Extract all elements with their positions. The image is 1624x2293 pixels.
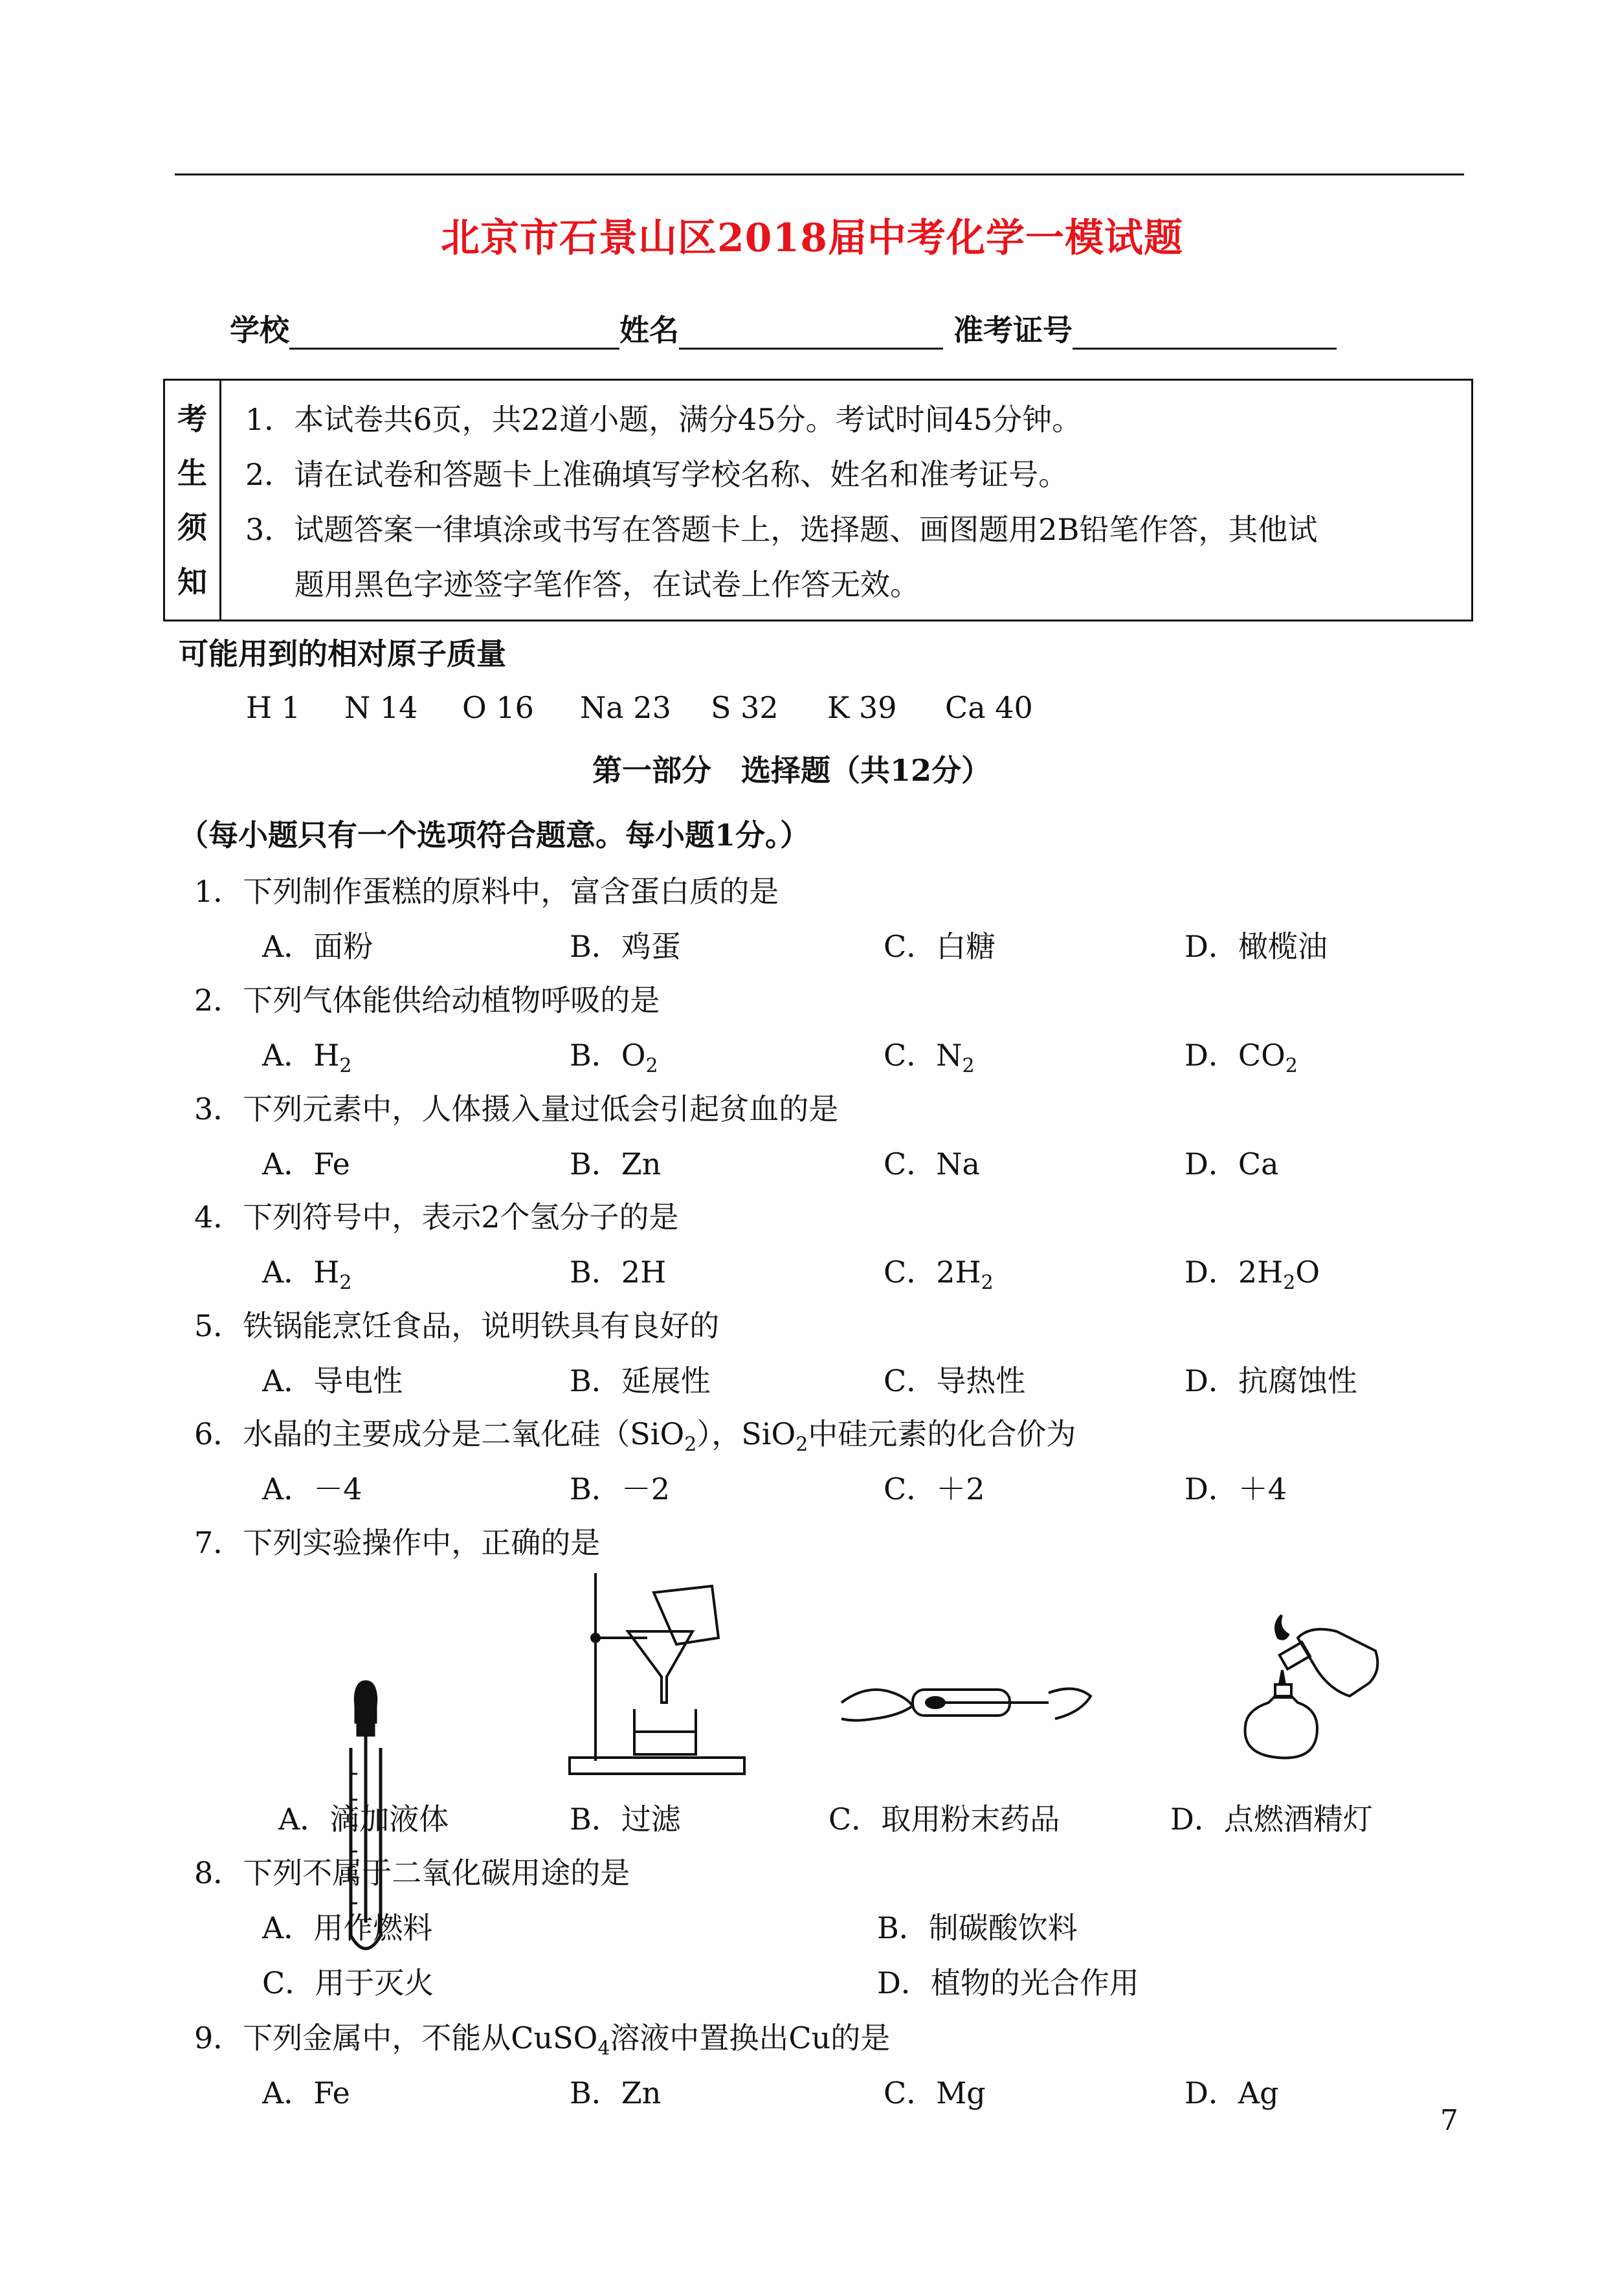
q1-option-a[interactable]: A．面粉	[262, 929, 373, 964]
q2-option-c[interactable]: C．$N_2$	[884, 1038, 975, 1077]
notice-item-1: 1．本试卷共6页，共22道小题，满分45分。考试时间45分钟。	[245, 402, 1082, 437]
q2-option-b[interactable]: B．$O_2$	[570, 1038, 658, 1077]
q5-option-b[interactable]: B．延展性	[570, 1363, 711, 1398]
q7-stem: 7．下列实验操作中，正确的是	[194, 1525, 601, 1560]
atomic-mass-s: S 32	[711, 690, 779, 725]
atomic-mass-k: K 39	[827, 690, 897, 725]
q9-option-c[interactable]: C．Mg	[884, 2075, 986, 2110]
q1-option-b[interactable]: B．鸡蛋	[570, 929, 681, 964]
q2-option-a[interactable]: A．$H_2$	[262, 1038, 352, 1077]
q8-option-d[interactable]: D．植物的光合作用	[877, 1965, 1139, 2000]
exam-id-blank[interactable]	[1073, 314, 1337, 350]
q1-option-d[interactable]: D．橄榄油	[1185, 929, 1328, 964]
page-title: 北京市石景山区2018届中考化学一模试题	[441, 216, 1183, 261]
q3-stem: 3．下列元素中，人体摄入量过低会引起贫血的是	[194, 1091, 839, 1126]
q6-stem: 6．水晶的主要成分是二氧化硅（SiO$_2$），SiO$_2$中硅元素的化合价为	[194, 1416, 1076, 1456]
notice-item-3: 3．试题答案一律填涂或书写在答题卡上，选择题、画图题用2B铅笔作答，其他试	[245, 512, 1318, 547]
notice-side-label: 考 生 须 知	[165, 381, 221, 620]
school-label: 学校	[230, 313, 289, 348]
filtration-illustration	[563, 1567, 757, 1780]
q7-option-b[interactable]: B．过滤	[570, 1802, 681, 1837]
q8-option-b[interactable]: B．制碳酸饮料	[877, 1910, 1078, 1945]
name-label: 姓名	[619, 313, 679, 348]
q4-option-b[interactable]: B．2H	[570, 1255, 667, 1290]
name-blank[interactable]	[679, 314, 943, 350]
notice-item-2: 2．请在试卷和答题卡上准确填写学校名称、姓名和准考证号。	[245, 457, 1069, 492]
q2-stem: 2．下列气体能供给动植物呼吸的是	[194, 983, 660, 1018]
powder-spatula-illustration	[835, 1657, 1094, 1748]
atomic-mass-o: O 16	[462, 690, 534, 725]
q1-stem: 1．下列制作蛋糕的原料中，富含蛋白质的是	[194, 874, 779, 909]
page-number: 7	[1440, 2104, 1458, 2137]
q6-option-c[interactable]: C．＋2	[884, 1471, 985, 1506]
q5-option-d[interactable]: D．抗腐蚀性	[1185, 1363, 1357, 1398]
q6-option-b[interactable]: B．－2	[570, 1471, 671, 1506]
q1-option-c[interactable]: C．白糖	[884, 929, 996, 964]
q7-option-a[interactable]: A．滴加液体	[278, 1802, 449, 1837]
exam-notice-box	[163, 379, 1473, 621]
notice-item-3-cont: 题用黑色字迹签字笔作答，在试卷上作答无效。	[295, 567, 920, 602]
q9-option-d[interactable]: D．Ag	[1185, 2075, 1279, 2110]
header-rule	[175, 173, 1464, 175]
q5-option-c[interactable]: C．导热性	[884, 1363, 1026, 1398]
atomic-mass-n: N 14	[344, 690, 418, 725]
part1-heading: 第一部分 选择题（共12分）	[592, 753, 992, 788]
q4-stem: 4．下列符号中，表示2个氢分子的是	[194, 1200, 679, 1235]
q4-option-c[interactable]: C．$2H_2$	[884, 1255, 994, 1294]
q2-option-d[interactable]: D．$CO_2$	[1185, 1038, 1298, 1077]
atomic-mass-h: H 1	[246, 690, 301, 725]
q7-option-d[interactable]: D．点燃酒精灯	[1170, 1802, 1373, 1837]
exam-id-label: 准考证号	[953, 313, 1073, 348]
q6-option-a[interactable]: A．－4	[262, 1471, 362, 1506]
student-info-line	[230, 311, 1337, 350]
q8-stem: 8．下列不属于二氧化碳用途的是	[194, 1855, 630, 1890]
q3-option-c[interactable]: C．Na	[884, 1146, 980, 1181]
atomic-mass-ca: Ca 40	[945, 690, 1033, 725]
part1-instruction: （每小题只有一个选项符合题意。每小题1分。）	[179, 818, 810, 853]
q6-option-d[interactable]: D．＋4	[1185, 1471, 1287, 1506]
atomic-mass-na: Na 23	[580, 690, 671, 725]
school-blank[interactable]	[289, 314, 619, 350]
q3-option-b[interactable]: B．Zn	[570, 1146, 662, 1181]
q3-option-a[interactable]: A．Fe	[262, 1146, 350, 1181]
q3-option-d[interactable]: D．Ca	[1185, 1146, 1279, 1181]
q4-option-a[interactable]: A．$H_2$	[262, 1255, 352, 1294]
q8-option-c[interactable]: C．用于灭火	[262, 1965, 434, 2000]
alcohol-lamp-illustration	[1220, 1612, 1388, 1767]
q4-option-d[interactable]: D．$2H_2O$	[1185, 1255, 1320, 1294]
q5-option-a[interactable]: A．导电性	[262, 1363, 403, 1398]
q9-option-a[interactable]: A．Fe	[262, 2075, 350, 2110]
q7-option-c[interactable]: C．取用粉末药品	[829, 1802, 1060, 1837]
q9-stem: 9．下列金属中，不能从CuSO$_4$溶液中置换出Cu的是	[194, 2020, 891, 2060]
q9-option-b[interactable]: B．Zn	[570, 2075, 662, 2110]
q5-stem: 5．铁锅能烹饪食品，说明铁具有良好的	[194, 1308, 720, 1343]
atomic-mass-heading: 可能用到的相对原子质量	[179, 636, 506, 671]
q8-option-a[interactable]: A．用作燃料	[262, 1910, 433, 1945]
